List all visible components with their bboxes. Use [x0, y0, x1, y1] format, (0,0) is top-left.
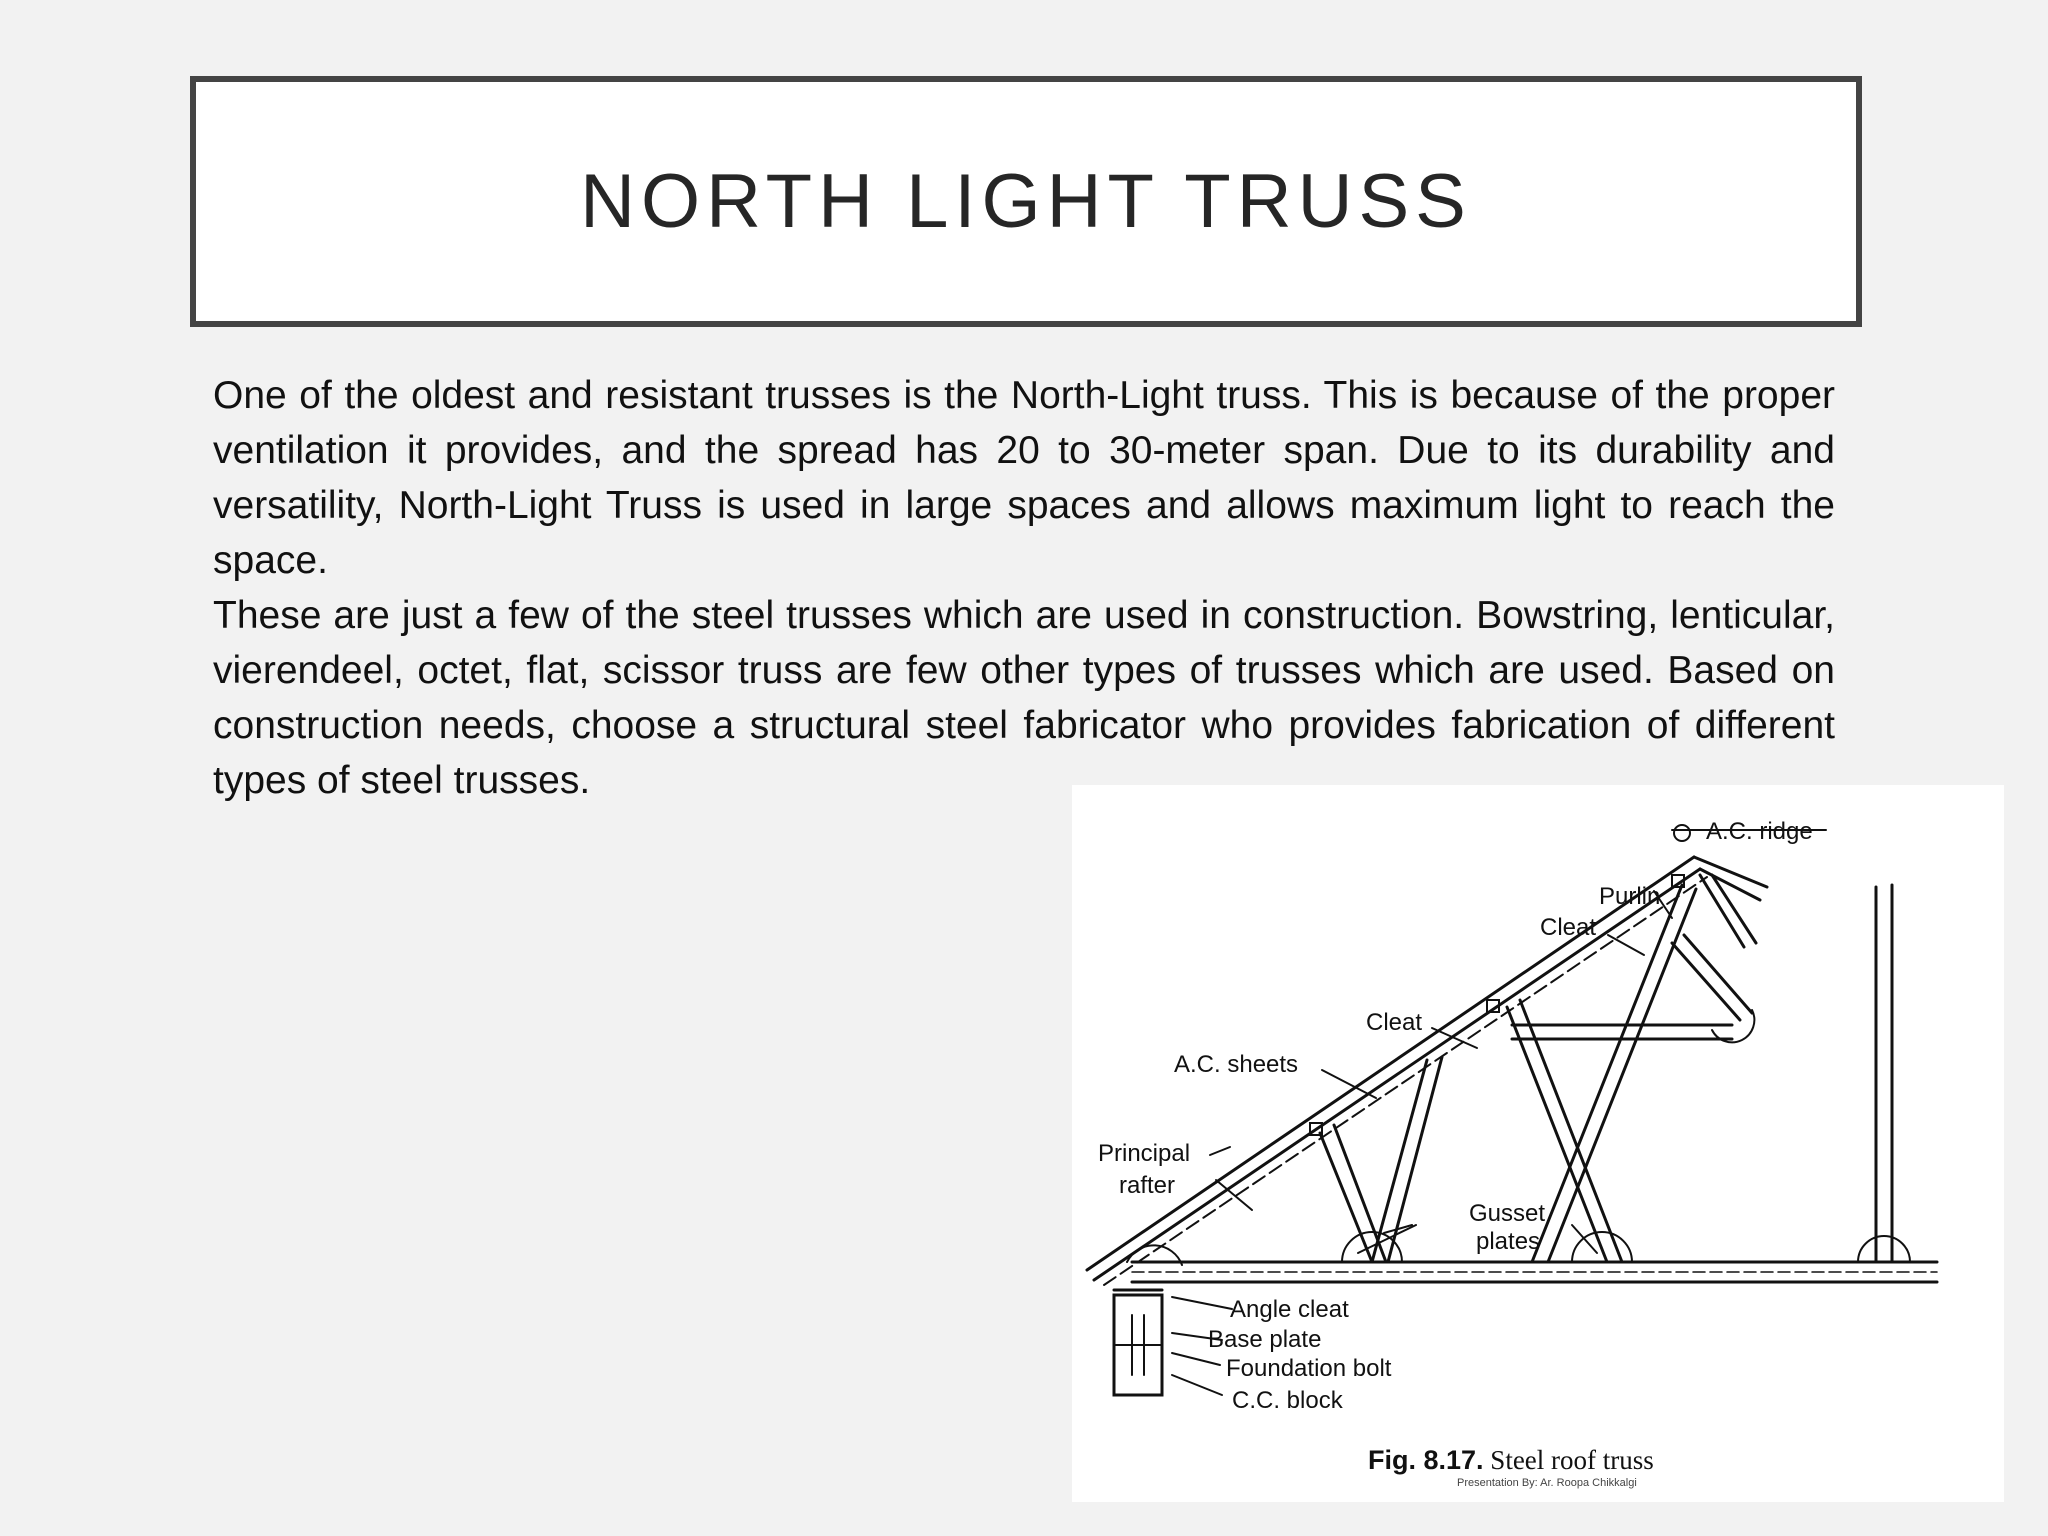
label-principal: Principal — [1098, 1140, 1191, 1167]
truss-diagram — [1072, 785, 2004, 1502]
slide-title: NORTH LIGHT TRUSS — [580, 159, 1472, 244]
figure-caption-text: Steel roof truss — [1490, 1445, 1654, 1475]
title-box — [190, 76, 1862, 327]
label-plates: plates — [1476, 1228, 1541, 1255]
figure-caption-number: Fig. 8.17. — [1368, 1445, 1484, 1475]
label-ac-ridge: A.C. ridge — [1706, 818, 1813, 845]
label-foundation-bolt: Foundation bolt — [1226, 1355, 1392, 1382]
label-cleat-mid: Cleat — [1366, 1009, 1423, 1036]
steel-roof-truss-figure — [1072, 785, 2004, 1502]
label-cleat-top: Cleat — [1540, 914, 1597, 941]
paragraph-1: One of the oldest and resistant trusses is the North-Light truss. This is because of the proper ventilation it provides, and the spread has 20 to 30-meter span. Due to its durability and versatility, North-Light Truss is used in large spaces and allows maximum light to reach the space. — [213, 374, 1835, 582]
label-base-plate: Base plate — [1208, 1326, 1322, 1353]
figure-caption — [1368, 1445, 1654, 1476]
figure-credit: Presentation By: Ar. Roopa Chikkalgi — [1457, 1477, 1637, 1489]
label-purlin: Purlin — [1599, 883, 1661, 910]
label-rafter: rafter — [1119, 1172, 1176, 1199]
label-gusset: Gusset — [1469, 1200, 1546, 1227]
label-ac-sheets: A.C. sheets — [1174, 1051, 1299, 1078]
paragraph-2: These are just a few of the steel trusses which are used in construction. Bowstring, lenticular, vierendeel, octet, flat, scissor truss are few other types of trusses which are used. Based on construction needs, choose a structural steel fabricator who provides fabrication of different types of steel trusses. — [213, 594, 1835, 802]
label-cc-block: C.C. block — [1232, 1387, 1343, 1414]
body-text — [213, 368, 1835, 808]
label-angle-cleat: Angle cleat — [1230, 1296, 1349, 1323]
